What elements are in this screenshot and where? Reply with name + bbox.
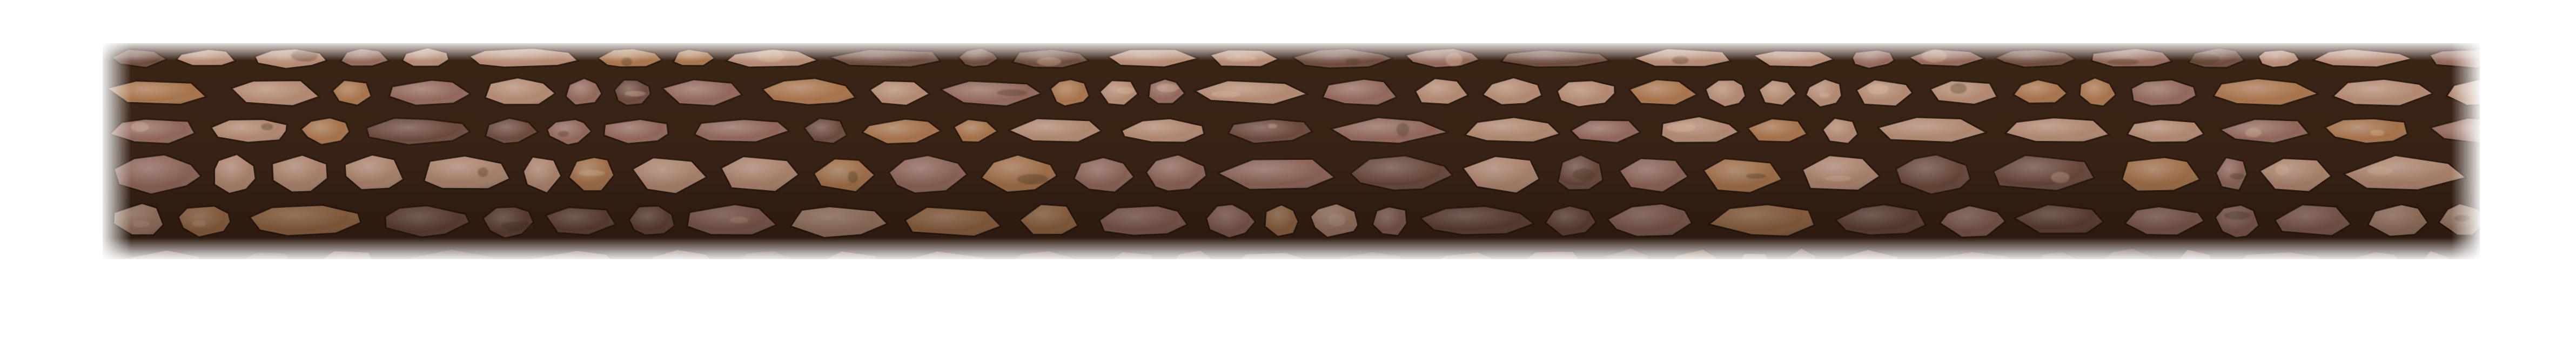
stone-wall-texture (103, 43, 2480, 259)
asset-caption (0, 0, 1, 1)
stone-wall-strip (103, 43, 2480, 259)
